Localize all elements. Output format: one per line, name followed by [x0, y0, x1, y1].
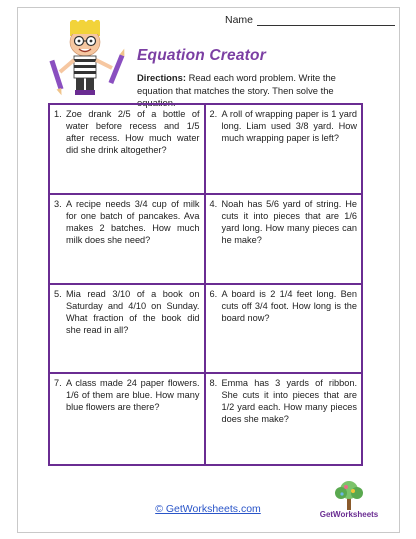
logo-text: GetWorksheets — [319, 510, 379, 519]
problem-number: 4. — [209, 198, 218, 209]
tree-logo-icon — [316, 480, 382, 512]
directions-text: Read each word problem. Write the equation that matches the story. Then solve the equation. — [137, 72, 336, 108]
problem-cell[interactable] — [50, 374, 206, 464]
problem-cell[interactable] — [206, 195, 362, 285]
problem-cell[interactable] — [206, 105, 362, 195]
getworksheets-logo — [316, 480, 382, 524]
name-label: Name — [225, 14, 254, 26]
problem-text: A recipe needs 3/4 cup of milk for one batch of pancakes. Ava makes 2 batches. How much milk does she need? — [66, 198, 200, 245]
name-field — [225, 14, 395, 26]
kid-mascot-icon — [48, 20, 130, 98]
problem-cell[interactable] — [206, 285, 362, 375]
problem-number: 7. — [54, 378, 62, 389]
problem-text: Noah has 5/6 yard of string. He cuts it into pieces that are 1/6 yard long. How many pieces can he make? — [221, 198, 357, 245]
problem-text: A class made 24 paper flowers. 1/6 of them are blue. How many blue flowers are there? — [66, 378, 200, 413]
problem-text: A board is 2 1/4 feet long. Ben cuts off 3/4 foot. How long is the board now? — [221, 288, 357, 323]
problem-text: Mia read 3/10 of a book on Saturday and 4/10 on Sunday. What fraction of the book did she read in all? — [66, 288, 200, 335]
problem-text: Zoe drank 2/5 of a bottle of water before recess and 1/5 after recess. How much water did she drink altogether? — [66, 109, 200, 155]
problem-cell[interactable] — [206, 374, 362, 464]
problem-text: A roll of wrapping paper is 1 yard long. Liam used 3/8 yard. How much wrapping paper is left? — [221, 109, 357, 143]
problem-cell[interactable] — [50, 285, 206, 375]
name-line — [257, 15, 395, 26]
problem-cell[interactable] — [50, 195, 206, 285]
problem-number: 2. — [209, 109, 218, 119]
directions-label: Directions: — [137, 72, 186, 83]
worksheet-title: Equation Creator — [137, 47, 266, 64]
problem-number: 6. — [209, 288, 218, 299]
problem-grid — [48, 103, 363, 466]
problem-text: Emma has 3 yards of ribbon. She cuts it into pieces that are 1/2 yard each. How many pieces does she make? — [221, 378, 357, 425]
problem-number: 3. — [54, 198, 62, 209]
problem-number: 1. — [54, 109, 62, 119]
problem-cell[interactable] — [50, 105, 206, 195]
problem-number: 8. — [209, 378, 218, 389]
getworksheets-link[interactable]: © GetWorksheets.com — [155, 503, 261, 515]
problem-number: 5. — [54, 288, 62, 299]
